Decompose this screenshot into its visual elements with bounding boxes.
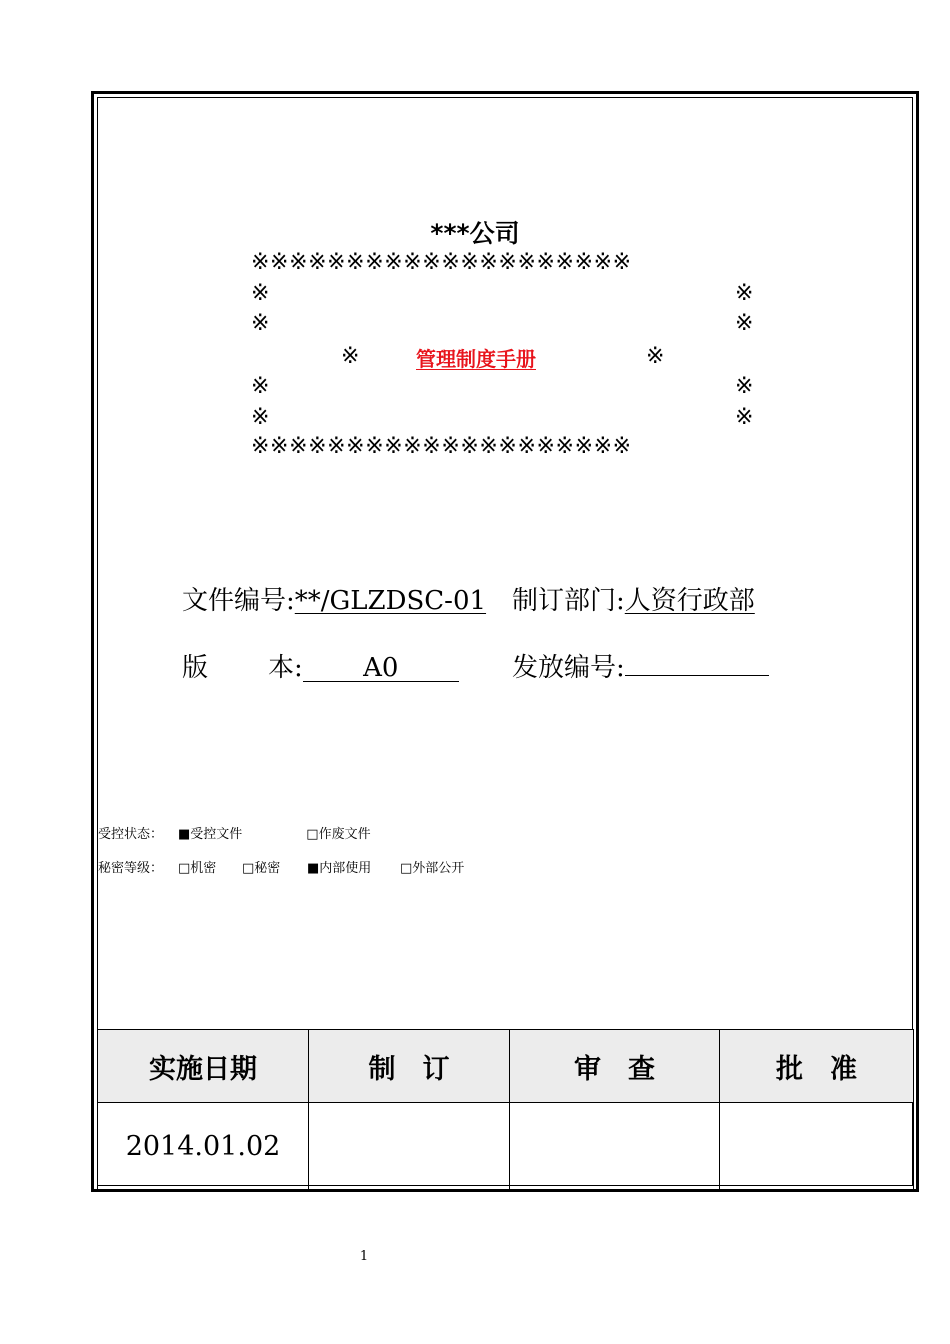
control-option-obsolete: □作废文件 (306, 827, 371, 842)
cell-effective-date: 2014.01.02 (98, 1103, 309, 1190)
approval-table-header (98, 1030, 914, 1103)
issue-number-label: 发放编号: (512, 653, 625, 683)
approval-table-row (98, 1103, 914, 1190)
manual-title: 管理制度手册 (416, 347, 536, 371)
control-option-controlled: ■受控文件 (178, 827, 243, 842)
control-status-line (98, 823, 371, 842)
secret-option-public: □外部公开 (400, 861, 465, 876)
page-number: 1 (359, 1249, 369, 1264)
secret-option-secret: □秘密 (242, 861, 281, 876)
header-reviewed: 审 查 (510, 1030, 720, 1103)
star-title-right: ※ (646, 344, 665, 369)
department-label: 制订部门: (512, 586, 625, 616)
header-approved: 批 准 (720, 1030, 914, 1103)
header-prepared: 制 订 (309, 1030, 510, 1103)
checkbox-checked-icon: ■ (178, 827, 191, 842)
issue-number-line (512, 647, 769, 684)
checkbox-empty-icon: □ (400, 861, 413, 876)
department-line (512, 580, 755, 617)
control-status-label: 受控状态： (98, 827, 164, 842)
star-left-2: ※ (251, 311, 270, 336)
version-label-2: 本: (268, 653, 303, 683)
cell-approved (720, 1103, 914, 1190)
star-border-top: ※※※※※※※※※※※※※※※※※※※※ (251, 250, 632, 275)
file-number-line (182, 580, 486, 617)
approval-table (97, 1029, 914, 1190)
issue-number-value (625, 675, 769, 676)
file-number-label: 文件编号: (182, 586, 295, 616)
star-right-2: ※ (735, 311, 754, 336)
checkbox-empty-icon: □ (242, 861, 255, 876)
secret-level-line (98, 857, 464, 876)
cell-prepared (309, 1103, 510, 1190)
star-right-4: ※ (735, 405, 754, 430)
secret-option-internal: ■内部使用 (307, 861, 372, 876)
star-right-1: ※ (735, 281, 754, 306)
checkbox-checked-icon: ■ (307, 861, 320, 876)
company-name: ***公司 (430, 219, 520, 248)
star-right-3: ※ (735, 374, 754, 399)
checkbox-empty-icon: □ (178, 861, 191, 876)
star-left-1: ※ (251, 281, 270, 306)
department-value: 人资行政部 (624, 586, 755, 616)
header-effective-date: 实施日期 (98, 1030, 309, 1103)
star-title-left: ※ (341, 344, 360, 369)
checkbox-empty-icon: □ (306, 827, 319, 842)
star-left-3: ※ (251, 374, 270, 399)
star-border-bottom: ※※※※※※※※※※※※※※※※※※※※ (251, 434, 632, 459)
version-value: A0 (303, 655, 459, 682)
secret-option-confidential: □机密 (178, 861, 217, 876)
secret-level-label: 秘密等级： (98, 861, 164, 876)
star-left-4: ※ (251, 405, 270, 430)
cell-reviewed (510, 1103, 720, 1190)
version-line (268, 647, 459, 684)
file-number-value: **/GLZDSC-01 (294, 586, 487, 616)
version-label-1: 版 (182, 653, 209, 683)
